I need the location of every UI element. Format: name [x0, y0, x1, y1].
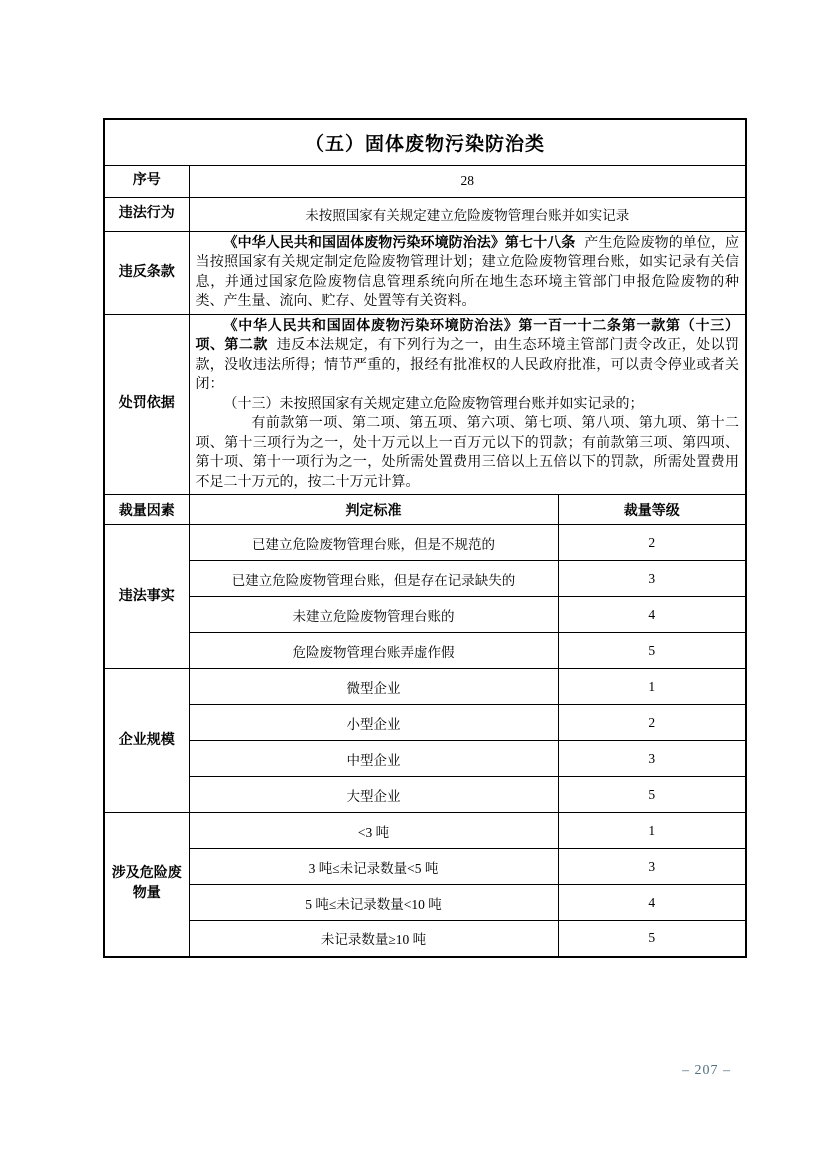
grade-cell: 3 — [558, 741, 746, 777]
grade-cell: 3 — [558, 849, 746, 885]
criteria-cell: 3 吨≤未记录数量<5 吨 — [189, 849, 558, 885]
criteria-cell: 大型企业 — [189, 777, 558, 813]
factor-header-label: 裁量因素 — [104, 495, 189, 525]
violation-value: 未按照国家有关规定建立危险废物管理台账并如实记录 — [189, 197, 746, 231]
clause-row — [104, 231, 746, 314]
penalty-content — [189, 314, 746, 495]
criteria-cell: 小型企业 — [189, 705, 558, 741]
table-row — [104, 741, 746, 777]
table-row — [104, 669, 746, 705]
table-row — [104, 777, 746, 813]
table-row — [104, 561, 746, 597]
serial-row — [104, 165, 746, 197]
clause-label: 违反条款 — [104, 231, 189, 314]
criteria-cell: 微型企业 — [189, 669, 558, 705]
group-label-scale: 企业规模 — [104, 669, 189, 813]
grade-cell: 5 — [558, 777, 746, 813]
criteria-cell: 已建立危险废物管理台账，但是存在记录缺失的 — [189, 561, 558, 597]
penalty-row — [104, 314, 746, 495]
grade-cell: 4 — [558, 885, 746, 921]
table-title: （五）固体废物污染防治类 — [104, 119, 746, 165]
clause-content — [189, 231, 746, 314]
table-row — [104, 849, 746, 885]
grade-cell: 5 — [558, 921, 746, 957]
criteria-cell: <3 吨 — [189, 813, 558, 849]
penalty-item-text: （十三）未按照国家有关规定建立危险废物管理台账并如实记录的； — [223, 396, 644, 412]
grade-cell: 1 — [558, 669, 746, 705]
group-label-facts: 违法事实 — [104, 525, 189, 669]
serial-label: 序号 — [104, 165, 189, 197]
criteria-header: 判定标准 — [189, 495, 558, 525]
penalty-label: 处罚依据 — [104, 314, 189, 495]
table-row — [104, 813, 746, 849]
criteria-cell: 中型企业 — [189, 741, 558, 777]
penalty-tail-text: 有前款第一项、第二项、第五项、第六项、第七项、第八项、第九项、第十二项、第十三项行为之一，处十万元以上一百万元以下的罚款；有前款第三项、第四项、第十项、第十一项行为之一，处所需处置费用三倍以上五倍以下的罚款，所需处置费用不足二十万元的，按二十万元计算。 — [195, 416, 739, 490]
table-row — [104, 885, 746, 921]
serial-value: 28 — [189, 165, 746, 197]
grade-cell: 5 — [558, 633, 746, 669]
violation-label: 违法行为 — [104, 197, 189, 231]
grade-cell: 2 — [558, 705, 746, 741]
penalty-body-text: 违反本法规定，有下列行为之一，由生态环境主管部门责令改正，处以罚款，没收违法所得；情节严重的，报经有批准权的人民政府批准，可以责令停业或者关闭： — [195, 338, 740, 392]
grade-cell: 3 — [558, 561, 746, 597]
penalty-law-name: 《中华人民共和国固体废物污染环境防治法》第一百一十二条第一款第（十三）项、第二款 — [195, 318, 739, 353]
criteria-cell: 危险废物管理台账弄虚作假 — [189, 633, 558, 669]
clause-body-text: 产生危险废物的单位，应当按照国家有关规定制定危险废物管理计划；建立危险废物管理台账，如实记录有关信息，并通过国家危险废物信息管理系统向所在地生态环境主管部门申报危险废物的种类、产生量、流向、贮存、处置等有关资料。 — [195, 235, 740, 309]
table-row — [104, 921, 746, 957]
table-row — [104, 597, 746, 633]
penalty-discretion-table — [103, 118, 747, 958]
table-row — [104, 525, 746, 561]
grade-cell: 2 — [558, 525, 746, 561]
table-row — [104, 705, 746, 741]
group-label-waste-amount: 涉及危险废物量 — [104, 813, 189, 957]
grade-header: 裁量等级 — [558, 495, 746, 525]
criteria-cell: 5 吨≤未记录数量<10 吨 — [189, 885, 558, 921]
grade-cell: 1 — [558, 813, 746, 849]
grade-cell: 4 — [558, 597, 746, 633]
clause-law-name: 《中华人民共和国固体废物污染环境防治法》第七十八条 — [223, 235, 576, 251]
criteria-cell: 已建立危险废物管理台账，但是不规范的 — [189, 525, 558, 561]
title-row — [104, 119, 746, 165]
criteria-cell: 未建立危险废物管理台账的 — [189, 597, 558, 633]
criteria-cell: 未记录数量≥10 吨 — [189, 921, 558, 957]
violation-row — [104, 197, 746, 231]
page-number: – 207 – — [682, 1063, 731, 1078]
factor-header-row — [104, 495, 746, 525]
table-row — [104, 633, 746, 669]
